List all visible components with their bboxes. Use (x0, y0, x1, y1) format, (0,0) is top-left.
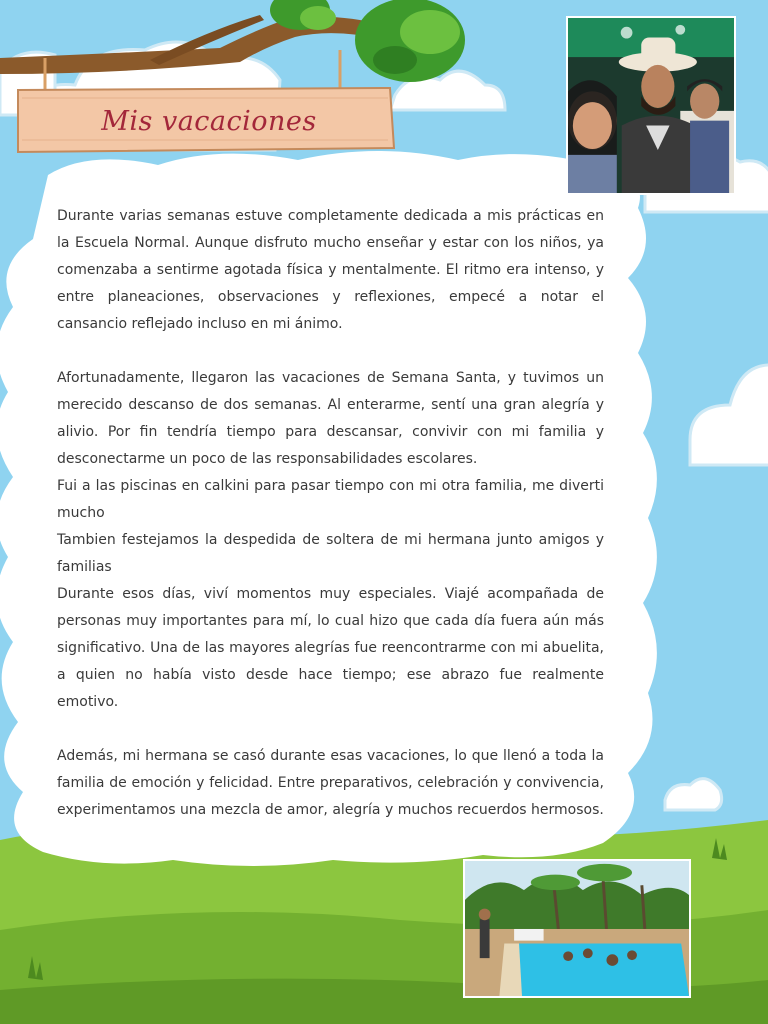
story-text (57, 203, 604, 824)
paragraph-boda: Además, mi hermana se casó durante esas vacaciones, lo que llenó a toda la familia de emoción y felicidad. Entre preparativos, celebración y convivencia, experimentamos una mezcla de amor, alegría y muchos recuerdos hermosos. (57, 748, 604, 818)
paragraph-semana-santa: Afortunadamente, llegaron las vacaciones de Semana Santa, y tuvimos un merecido descanso de dos semanas. Al enterarme, sentí una gran alegría y alivio. Por fin tendría tiempo para descansar, convivir con mi familia y desconectarme un poco de las responsabilidades escolares. (57, 370, 604, 467)
page-title: Mis vacaciones (101, 105, 317, 137)
paragraph-momentos: Durante esos días, viví momentos muy especiales. Viajé acompañada de personas muy importantes para mí, lo cual hizo que cada día fuera aún más significativo. Una de las mayores alegrías fue reencontrarme con mi abuelita, a quien no había visto desde hace tiempo; ese abrazo fue realmente emotivo. (57, 586, 604, 710)
photo-pool-family (463, 859, 691, 998)
paragraph-despedida: Tambien festejamos la despedida de soltera de mi hermana junto amigos y familias (57, 532, 604, 575)
paragraph-practicas: Durante varias semanas estuve completamente dedicada a mis prácticas en la Escuela Normal. Aunque disfruto mucho enseñar y estar con los niños, ya comenzaba a sentirme agotada física y mentalmente. El ritmo era intenso, y entre planeaciones, observaciones y reflexiones, empecé a notar el cansancio reflejado incluso en mi ánimo. (57, 208, 604, 332)
photo-family-selfie (566, 16, 736, 195)
paragraph-piscinas: Fui a las piscinas en calkini para pasar tiempo con mi otra familia, me diverti mucho (57, 478, 604, 521)
